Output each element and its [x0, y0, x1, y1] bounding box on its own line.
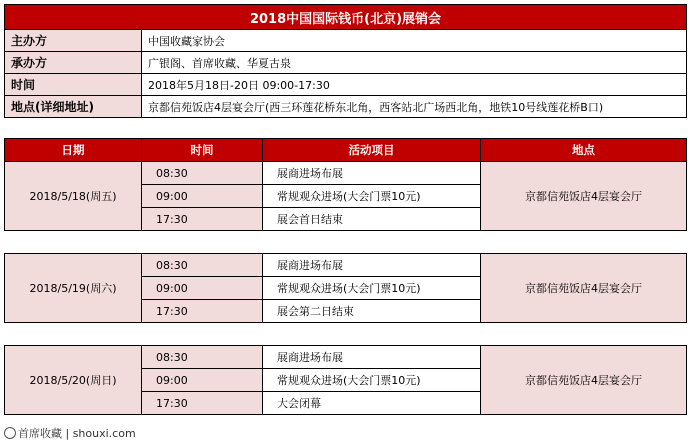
- info-label: 承办方: [5, 52, 142, 74]
- day-date: 2018/5/19(周六): [5, 254, 142, 323]
- day-date: 2018/5/18(周五): [5, 162, 142, 231]
- info-value: 京都信苑饭店4层宴会厅(西三环莲花桥东北角，西客站北广场西北角，地铁10号线莲花桥B口): [142, 96, 687, 118]
- slot-time: 09:00: [142, 185, 263, 208]
- watermark: [0, 424, 144, 444]
- slot-time: 09:00: [142, 369, 263, 392]
- slot-activity: 展商进场布展: [263, 346, 481, 369]
- header-location: 地点: [481, 139, 687, 162]
- slot-time: 17:30: [142, 392, 263, 415]
- schedule-table: [4, 138, 687, 415]
- schedule-sheet: [4, 4, 686, 415]
- slot-time: 09:00: [142, 277, 263, 300]
- info-value: 中国收藏家协会: [142, 30, 687, 52]
- slot-activity: 展商进场布展: [263, 254, 481, 277]
- day-location: 京都信苑饭店4层宴会厅: [481, 162, 687, 231]
- info-row: [5, 52, 687, 74]
- schedule-row: [5, 346, 687, 369]
- header-date: 日期: [5, 139, 142, 162]
- day-separator: [5, 231, 687, 254]
- day-location: 京都信苑饭店4层宴会厅: [481, 346, 687, 415]
- slot-activity: 大会闭幕: [263, 392, 481, 415]
- info-label: 地点(详细地址): [5, 96, 142, 118]
- info-row: [5, 74, 687, 96]
- slot-activity: 常规观众进场(大会门票10元): [263, 185, 481, 208]
- info-label: 主办方: [5, 30, 142, 52]
- slot-activity: 展会第二日结束: [263, 300, 481, 323]
- schedule-row: [5, 162, 687, 185]
- slot-time: 08:30: [142, 254, 263, 277]
- page-title: 2018中国国际钱币(北京)展销会: [5, 5, 687, 30]
- header-time: 时间: [142, 139, 263, 162]
- slot-time: 17:30: [142, 300, 263, 323]
- slot-time: 17:30: [142, 208, 263, 231]
- slot-activity: 展商进场布展: [263, 162, 481, 185]
- schedule-row: [5, 254, 687, 277]
- slot-time: 08:30: [142, 162, 263, 185]
- info-label: 时间: [5, 74, 142, 96]
- slot-activity: 常规观众进场(大会门票10元): [263, 277, 481, 300]
- info-table: [4, 4, 687, 118]
- info-value: 广银阁、首席收藏、华夏古泉: [142, 52, 687, 74]
- slot-time: 08:30: [142, 346, 263, 369]
- info-value: 2018年5月18日-20日 09:00-17:30: [142, 74, 687, 96]
- schedule-header-row: [5, 139, 687, 162]
- day-separator: [5, 323, 687, 346]
- header-activity: 活动项目: [263, 139, 481, 162]
- watermark-text: 首席收藏 | shouxi.com: [18, 427, 136, 440]
- info-row: [5, 30, 687, 52]
- slot-activity: 常规观众进场(大会门票10元): [263, 369, 481, 392]
- day-location: 京都信苑饭店4层宴会厅: [481, 254, 687, 323]
- watermark-logo-icon: [4, 427, 16, 439]
- info-row: [5, 96, 687, 118]
- slot-activity: 展会首日结束: [263, 208, 481, 231]
- day-date: 2018/5/20(周日): [5, 346, 142, 415]
- spacer: [4, 118, 686, 138]
